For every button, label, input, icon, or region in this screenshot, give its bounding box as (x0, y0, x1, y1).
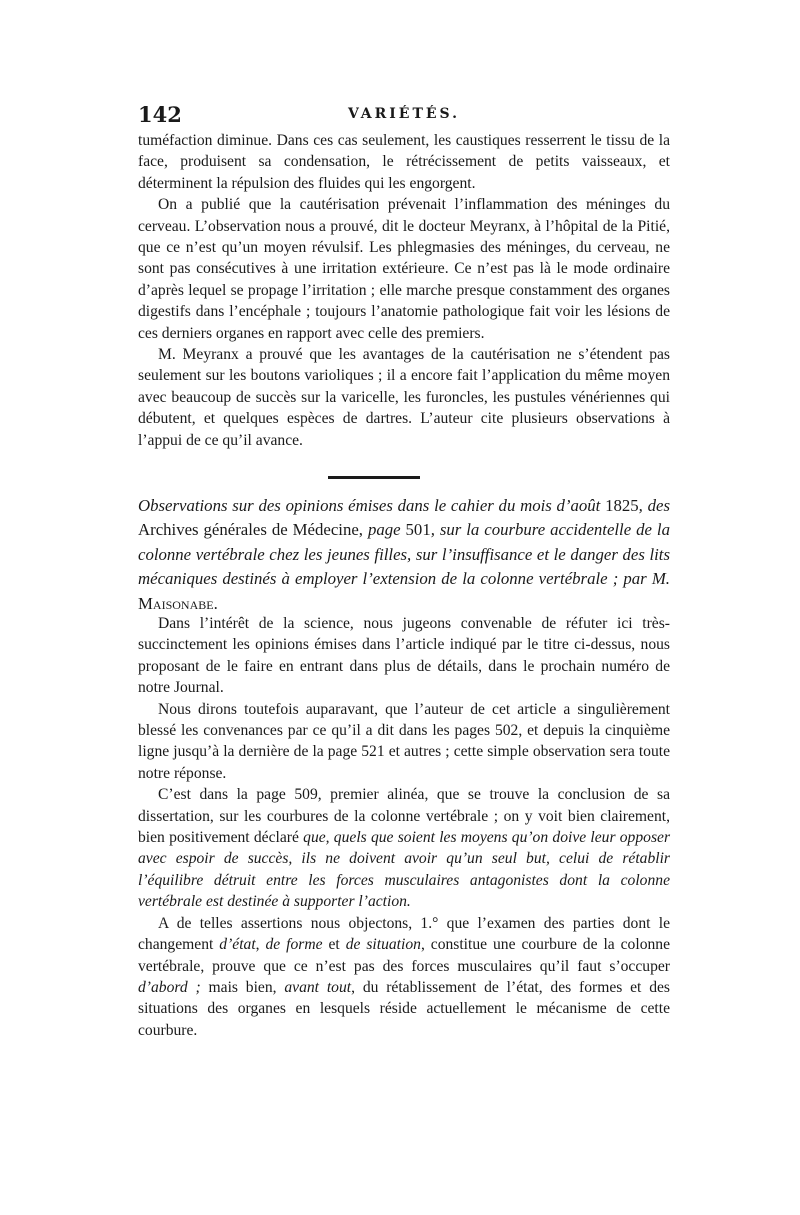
paragraph-text: , constitue une courbure de la colonne vertébrale, prouve que ce n’est pas des forces musculaires qu’il faut s’occuper (138, 936, 671, 975)
heading-journal-title: Archives générales de Médecine (138, 520, 359, 540)
emphasis-text: de situation (345, 936, 421, 954)
article-heading (138, 494, 670, 616)
paragraph-text: , du rétablissement de l’état, des formes et des situations des organes en lesquels réside actuellement le mécanisme de cette courbure. (138, 978, 670, 1039)
running-title: VARIÉTÉS. (347, 106, 461, 122)
paragraph-meyranx: M. Meyranx a prouvé que les avantages de la cautérisation ne s’étendent pas seulement sur les boutons varioliques ; il a encore fait l’application du même moyen avec beaucoup de succès sur la varicelle, les furoncles, les pustules vénériennes qui débutent, et quelques espèces de dartres. L’auteur cite plusieurs observations à l’appui de ce qu’il avance. (138, 346, 670, 449)
emphasis-text: d’abord ; (138, 978, 201, 996)
emphasis-text: d’état (219, 936, 256, 954)
paragraph-objections (138, 913, 670, 1041)
paragraph-conclusion (138, 784, 670, 912)
paragraph-text: C’est dans la page 509, premier alinéa, que se trouve la conclusion de sa dissertation, sur les courbures de la colonne vertébrale ; on y voit bien clairement, bien positivement déclaré (138, 786, 670, 847)
heading-author: Maisonabe. (138, 593, 218, 613)
heading-year: 1825 (605, 496, 639, 515)
page-number: 142 (138, 102, 182, 127)
emphasis-text: avant tout (284, 978, 352, 996)
paragraph-tumefaction: tuméfaction diminue. Dans ces cas seulement, les caustiques resserrent le tissu de la face, produisent sa condensation, le rétrécissement de petits vaisseaux, et déterminent la répulsion des fluides qui les engorgent. (138, 132, 670, 192)
page-header (138, 102, 670, 128)
paragraph-text: A de telles assertions nous objectons, 1.° que l’examen des parties dont le changement (138, 914, 670, 954)
heading-text: , des (638, 496, 670, 515)
section-article (138, 613, 670, 1041)
heading-text: , sur la courbure accidentelle de la colonne vertébrale chez les jeunes filles, sur l’insuffisance et le danger des lits mécaniques destinés à employer l’extension de la colonne vertébrale ; par M. (138, 520, 670, 589)
section-caustics (138, 130, 670, 451)
section-divider (328, 476, 420, 479)
paragraph-text: mais bien, (208, 978, 277, 996)
heading-page-ref: 501 (405, 520, 431, 540)
paragraph-meninges: On a publié que la cautérisation prévenait l’inflammation des méninges du cerveau. L’observation nous a prouvé, dit le docteur Meyranx, à l’hôpital de la Pitié, que ce n’est qu’un moyen révulsif. Les phlegmasies des méninges, du cerveau, ne sont pas consécutives à une irritation extérieure. Ce n’est pas là le mode ordinaire d’après lequel se propage l’irritation ; elle marche presque constamment des organes digestifs dans l’encéphale ; toujours l’anatomie pathologique fait voir les lésions de ces derniers organes en rapport avec celle des premiers. (138, 196, 670, 342)
paragraph-convenances: Nous dirons toutefois auparavant, que l’auteur de cet article a singulièrement blessé les convenances par ce qu’il a dit dans les pages 502, et depuis la cinquième ligne jusqu’à la dernière de la page 521 et autres ; cette simple observation sera toute notre réponse. (138, 700, 670, 782)
article-heading-block (138, 494, 670, 616)
paragraph-interet: Dans l’intérêt de la science, nous jugeons convenable de réfuter ici très-succinctement les opinions émises dans l’article indiqué par le titre ci-dessus, nous proposant de le faire en entrant dans plus de détails, dans le prochain numéro de notre Journal. (138, 615, 670, 697)
heading-text: Observations sur des opinions émises dans le cahier du mois d’août (138, 496, 601, 515)
paragraph-text: et (328, 936, 340, 954)
paragraph-text: , (255, 936, 260, 954)
emphasis-text: de forme (265, 936, 323, 954)
heading-text: page (367, 520, 401, 540)
heading-text: , (358, 520, 363, 540)
quoted-claim: que, quels que soient les moyens qu’on doive leur opposer avec espoir de succès, ils ne doivent avoir qu’un seul but, celui de rétablir l’équilibre détruit entre les forces musculaires antagonistes dont la colonne vertébrale est destinée à supporter l’action. (138, 829, 671, 911)
